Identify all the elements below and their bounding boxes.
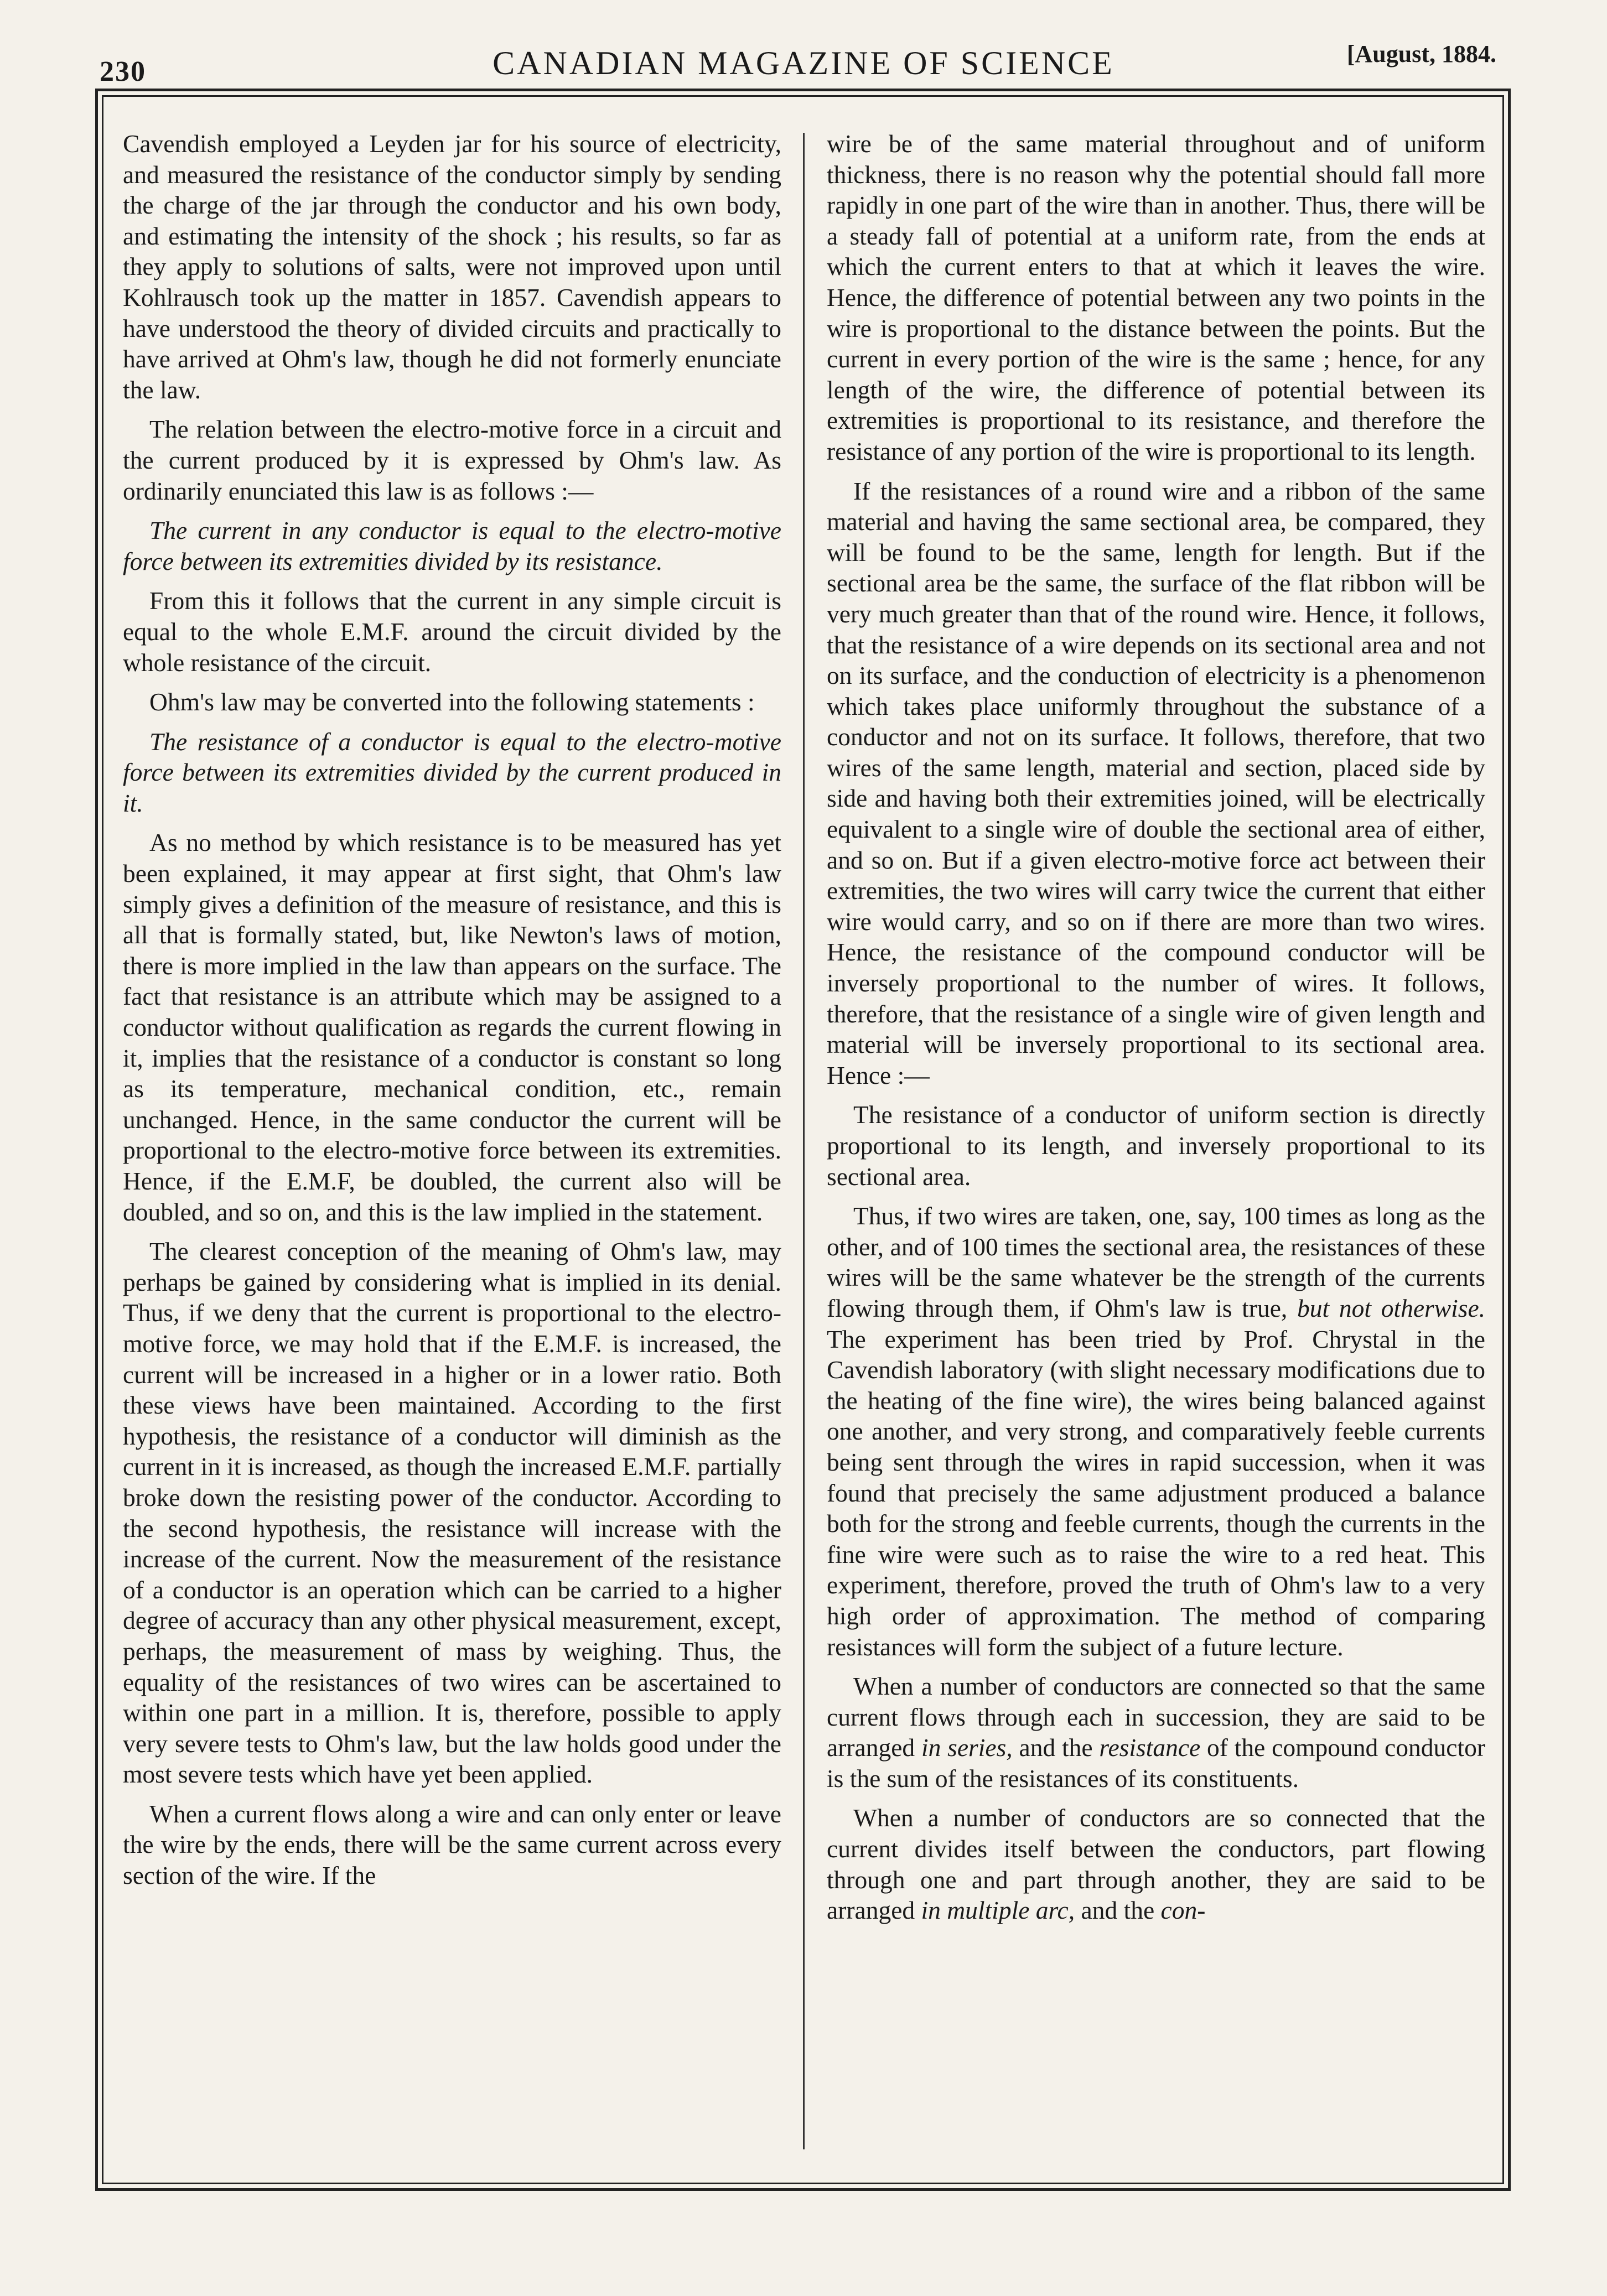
text-run: When a number of conductors are so connected that the current divides itself between the conductors, part flowing through one and part through another, they are said to be arranged xyxy=(827,1804,1485,1925)
text-run: The experiment has been tried by Prof. Chrystal in the Cavendish laboratory (with slight necessary modifications due to the heating of the fine wire), the wires being balanced against one another, and very strong, and comparatively feeble currents being sent through the wires in rapid succession, when it was found that precisely the same adjustment produced a balance both for the strong and feeble currents, though the currents in the fine wire were such as to raise the wire to a red heat. This experiment, therefore, proved the truth of Ohm's law to a very high order of approximation. The method of comparing resistances will form the subject of a future lecture. xyxy=(827,1324,1485,1661)
paragraph: The resistance of a conductor of uniform section is directly proportional to its length, and inversely proportional to its sectional area. xyxy=(827,1100,1485,1191)
paragraph xyxy=(827,1201,1485,1662)
paragraph: Ohm's law may be converted into the following statements : xyxy=(149,688,755,716)
resistance-statement: The resistance of a conductor is equal to the electro-motive force between its extremities divided by the current produced in it. xyxy=(123,727,781,817)
paragraph: As no method by which resistance is to be measured has yet been explained, it may appear at first sight, that Ohm's law simply gives a definition of the measure of resistance, and this is all that is formally stated, but, like Newton's laws of motion, there is more implied in the law than appears on the surface. The fact that resistance is an attribute which may be assigned to a conductor without qualification as regards the current flowing in it, implies that the resistance of a conductor is constant so long as its temperature, mechanical condition, etc., remain unchanged. Hence, in the same conductor the current will be proportional to the electro-motive force between its extremities. Hence, if the E.M.F, be doubled, the current also will be doubled, and so on, and this is the law implied in the statement. xyxy=(123,828,781,1226)
issue-date: [August, 1884. xyxy=(1346,40,1496,67)
page-header xyxy=(0,33,1607,94)
paragraph: The clearest conception of the meaning of Ohm's law, may perhaps be gained by considering what is implied in its denial. Thus, if we deny that the current is proportional to the electro-motive force, we may hold that if the E.M.F. is increased, the current will be increased in a higher or in a lower ratio. Both these views have been maintained. According to the first hypothesis, the resistance of a conductor will diminish as the current in it is increased, as though the increased E.M.F. partially broke down the resisting power of the conductor. According to the second hypothesis, the resistance will increase with the increase of the current. Now the measurement of the resistance of a conductor is an operation which can be carried to a higher degree of accuracy than any other physical measurement, except, perhaps, the measurement of mass by weighing. Thus, the equality of the resistances of two wires can be ascertained to within one part in a million. It is, therefore, possible to apply very severe tests to Ohm's law, but the law holds good under the most severe tests which have yet been applied. xyxy=(123,1237,781,1789)
page-number: 230 xyxy=(100,56,146,87)
text-run: and the xyxy=(1019,1733,1093,1762)
emphasis: in series, xyxy=(921,1733,1013,1762)
text-run: Thus, if two wires are taken, one, say, 100 times as long as the other, and of 100 times the sectional area, the resistances of these wires will be the same whatever be the strength of the currents flowing through them, if Ohm's law is true, xyxy=(827,1202,1485,1322)
emphasis: in multiple arc, xyxy=(921,1896,1075,1925)
ohms-law-statement: The current in any conductor is equal to the electro-motive force between its extremities divided by its resistance. xyxy=(123,516,781,575)
text-run: When a number of conductors are connected so that the same current flows through each in succession, they are said to be arranged xyxy=(827,1672,1485,1762)
magazine-title: CANADIAN MAGAZINE OF SCIENCE xyxy=(493,45,1114,81)
paragraph: The relation between the electro-motive force in a circuit and the current produced by it is expressed by Ohm's law. As ordinarily enunciated this law is as follows :— xyxy=(123,415,781,505)
paragraph: If the resistances of a round wire and a ribbon of the same material and having the same sectional area, be compared, they will be found to be the same, length for length. But if the sectional area be the same, the surface of the flat ribbon will be very much greater than that of the round wire. Hence, it follows, that the resistance of a wire depends on its sectional area and not on its surface, and the conduction of electricity is a phenomenon which takes place uniformly throughout the substance of a conductor and not on its surface. It follows, therefore, that two wires of the same length, material and section, placed side by side and having both their extremities joined, will be electrically equivalent to a single wire of double the sectional area of either, and so on. But if a given electro-motive force act between their extremities, the two wires will carry twice the current that either wire would carry, and so on if there are more than two wires. Hence, the resistance of the compound conductor will be inversely proportional to the number of wires. It follows, therefore, that the resistance of a single wire of given length and material will be inversely proportional to its sectional area. Hence :— xyxy=(827,476,1485,1089)
paragraph: Cavendish employed a Leyden jar for his source of electricity, and measured the resistance of the conductor simply by sending the charge of the jar through the conductor and his own body, and estimating the intensity of the shock ; his results, so far as they apply to solutions of salts, were not improved upon until Kohlrausch took up the matter in 1857. Cavendish appears to have understood the theory of divided circuits and practically to have arrived at Ohm's law, though he did not formerly enunciate the law. xyxy=(123,129,781,404)
emphasis: resistance xyxy=(1099,1733,1201,1762)
text-run: and the xyxy=(1081,1896,1155,1925)
emphasis: but not otherwise. xyxy=(1297,1294,1485,1322)
paragraph: wire be of the same material throughout and of uniform thickness, there is no reason why the potential should fall more rapidly in one part of the wire than in another. Thus, there will be a steady fall of potential at a uniform rate, from the ends at which the current enters to that at which it leaves the wire. Hence, the difference of potential between any two points in the wire is proportional to the distance between the points. But the current in every portion of the wire is the same ; hence, for any length of the wire, the difference of potential between its extremities is proportional to its resistance, and therefore the resistance of any portion of the wire is proportional to its length. xyxy=(827,129,1485,465)
paragraph: From this it follows that the current in any simple circuit is equal to the whole E.M.F. around the circuit divided by the whole resistance of the circuit. xyxy=(123,586,781,677)
emphasis: con- xyxy=(1160,1896,1206,1925)
text-run: of the compound conductor is the sum of the resistances of its constituents. xyxy=(827,1733,1485,1793)
column-divider xyxy=(803,133,805,2149)
paragraph: When a current flows along a wire and can only enter or leave the wire by the ends, there will be the same current across every section of the wire. If the xyxy=(123,1799,781,1890)
paragraph xyxy=(827,1802,1485,1925)
paragraph xyxy=(827,1671,1485,1794)
right-column xyxy=(827,128,1485,2148)
left-column xyxy=(123,128,781,2148)
